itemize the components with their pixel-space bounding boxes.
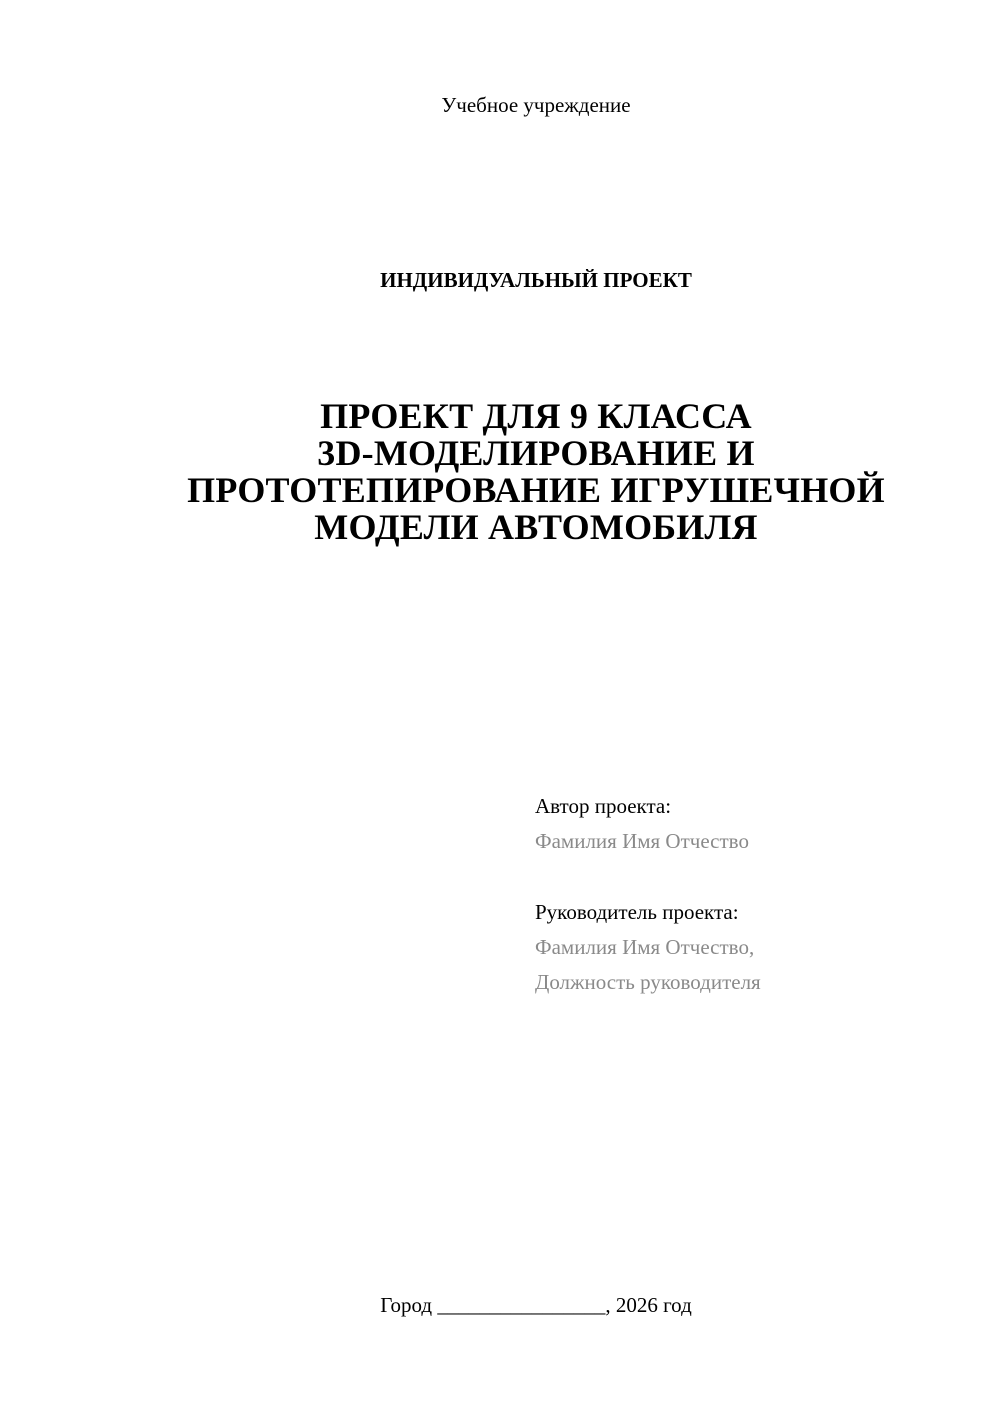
- author-label: Автор проекта:: [535, 794, 672, 818]
- title-line: 3D-МОДЕЛИРОВАНИЕ И: [317, 433, 755, 473]
- author-name: Фамилия Имя Отчество: [535, 829, 749, 853]
- supervisor-name: Фамилия Имя Отчество,: [535, 935, 755, 959]
- credits-spacer: [535, 859, 975, 895]
- institution-name: Учебное учреждение: [441, 93, 631, 117]
- supervisor-position: Должность руководителя: [535, 970, 761, 994]
- supervisor-label: Руководитель проекта:: [535, 900, 739, 924]
- project-type-heading: ИНДИВИДУАЛЬНЫЙ ПРОЕКТ: [380, 268, 692, 292]
- title-line: ПРОТОТЕПИРОВАНИЕ ИГРУШЕЧНОЙ: [187, 470, 885, 510]
- project-title: [0, 398, 1000, 546]
- credits-block: [535, 789, 975, 1000]
- title-line: МОДЕЛИ АВТОМОБИЛЯ: [314, 507, 758, 547]
- title-line: ПРОЕКТ ДЛЯ 9 КЛАССА: [320, 396, 752, 436]
- city-year-line: Город ________________, 2026 год: [380, 1293, 692, 1317]
